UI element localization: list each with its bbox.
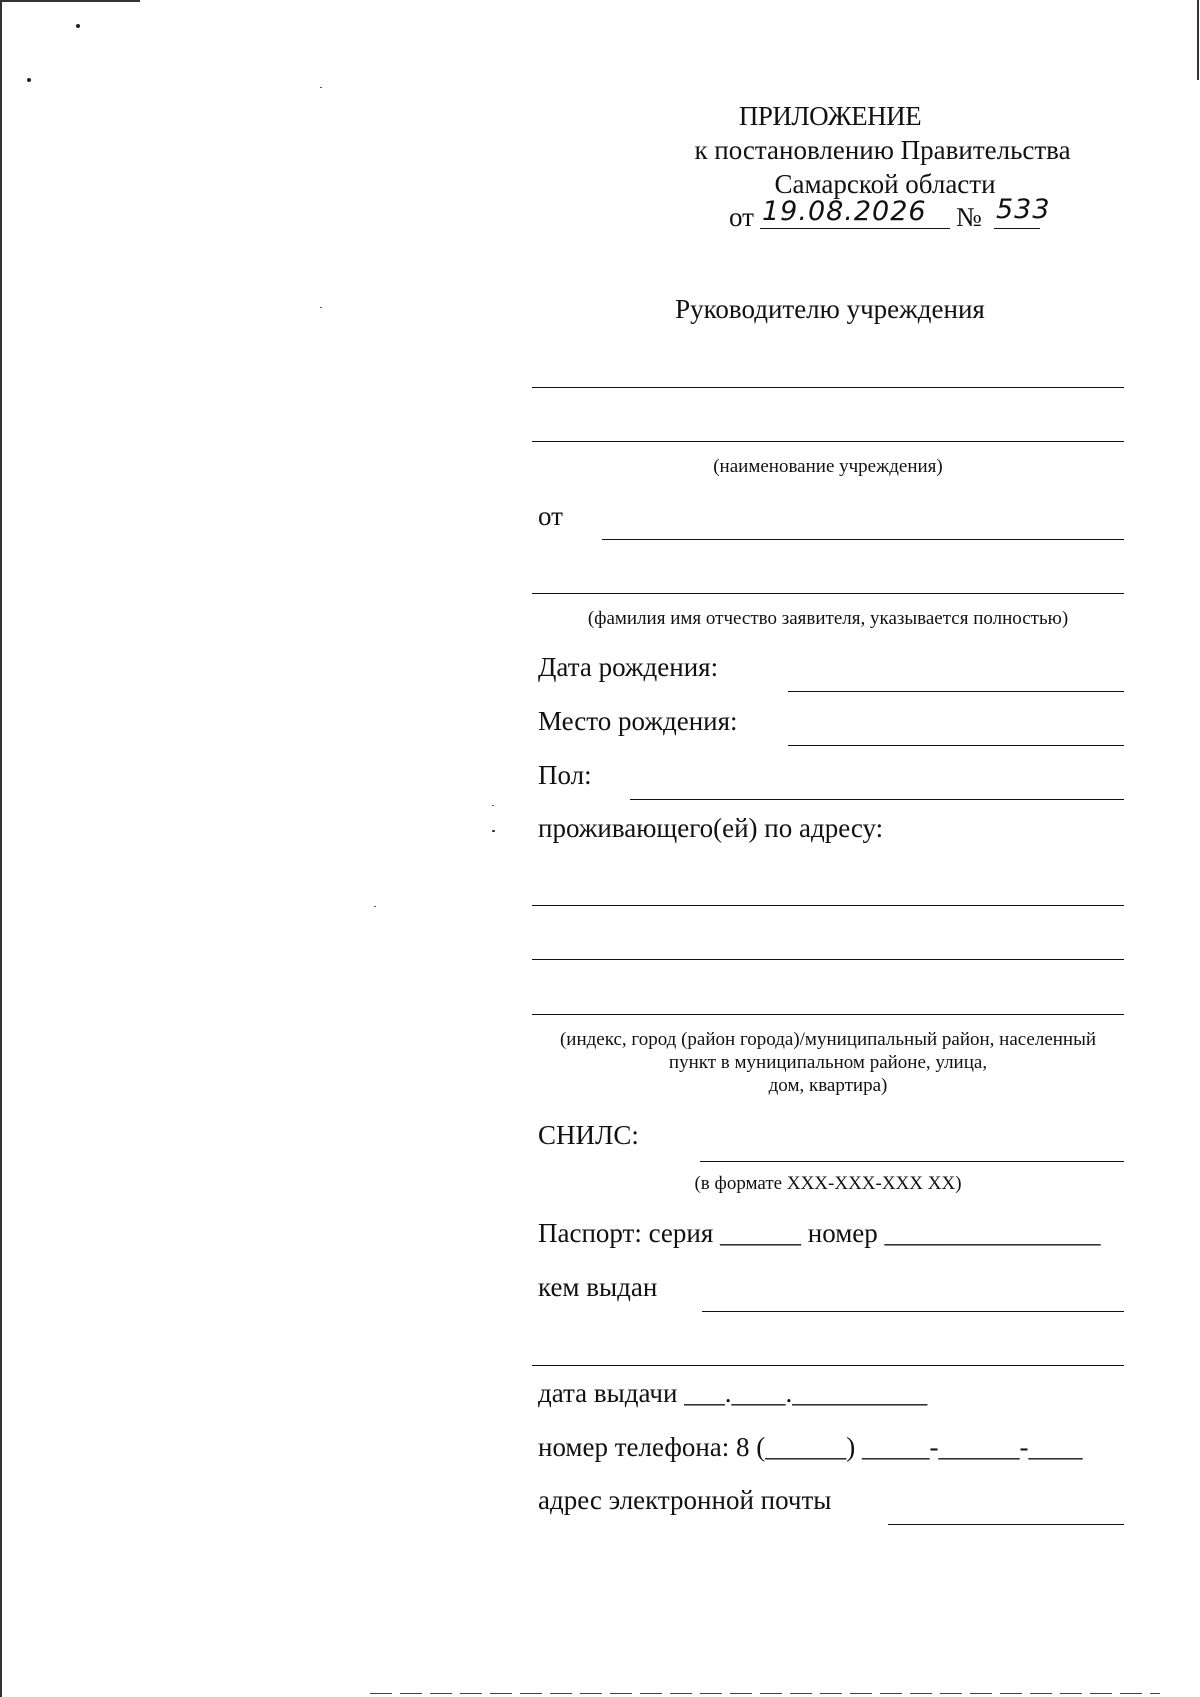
address-label: проживающего(ей) по адресу: — [538, 813, 884, 843]
address-hint-line2: пункт в муниципальном районе, улица, — [668, 1052, 988, 1073]
from-label: от — [538, 501, 563, 531]
address-hint-line3: дом, квартира) — [768, 1075, 888, 1096]
phone-line[interactable]: номер телефона: 8 (______) _____-______-____ — [538, 1432, 1083, 1462]
applicant-name-line-1[interactable] — [602, 539, 1124, 540]
birth-place-line[interactable] — [788, 745, 1124, 746]
address-line-3[interactable] — [532, 1014, 1124, 1015]
institution-hint: (наименование учреждения) — [713, 456, 943, 477]
address-line-1[interactable] — [532, 905, 1124, 906]
appendix-date-prefix: от — [729, 202, 754, 232]
institution-line-1[interactable] — [532, 387, 1124, 388]
scan-speck — [27, 78, 31, 82]
birth-date-line[interactable] — [788, 691, 1124, 692]
applicant-name-hint: (фамилия имя отчество заявителя, указывается полностью) — [587, 608, 1069, 629]
scan-speck — [320, 307, 322, 308]
scan-speck — [492, 805, 494, 806]
birth-place-label: Место рождения: — [538, 706, 738, 736]
appendix-number-handwritten: 533 — [996, 194, 1051, 225]
scan-edge-right — [1197, 0, 1199, 80]
snils-hint: (в формате XXX-XXX-XXX XX) — [694, 1173, 962, 1194]
applicant-name-line-2[interactable] — [532, 593, 1124, 594]
scan-speck — [76, 24, 80, 28]
email-label: адрес электронной почты — [538, 1485, 832, 1515]
passport-issued-by-label: кем выдан — [538, 1272, 658, 1302]
birth-date-label: Дата рождения: — [538, 652, 719, 682]
addressee-title: Руководителю учреждения — [675, 294, 985, 324]
passport-line[interactable]: Паспорт: серия ______ номер ________________ — [538, 1218, 1101, 1248]
snils-line[interactable] — [700, 1161, 1124, 1162]
address-hint-line1: (индекс, город (район города)/муниципальный район, населенный — [559, 1029, 1097, 1050]
appendix-line1: к постановлению Правительства — [694, 135, 1071, 165]
passport-issued-by-line-2[interactable] — [532, 1365, 1124, 1366]
email-line[interactable] — [888, 1524, 1124, 1525]
scan-speck — [492, 830, 495, 832]
appendix-date-handwritten: 19.08.2026 — [762, 196, 927, 227]
appendix-number-underline — [994, 228, 1040, 229]
sex-line[interactable] — [630, 799, 1124, 800]
passport-issue-date-line[interactable]: дата выдачи ___.____.__________ — [538, 1378, 928, 1408]
sex-label: Пол: — [538, 760, 592, 790]
appendix-title: ПРИЛОЖЕНИЕ — [738, 101, 922, 131]
scan-speck — [374, 906, 376, 907]
snils-label: СНИЛС: — [538, 1120, 639, 1150]
appendix-number-sign: № — [956, 202, 982, 232]
scan-bottom-dashes — [370, 1693, 1160, 1694]
scan-edge-top — [0, 0, 140, 2]
scan-speck — [320, 87, 322, 88]
scan-edge-left — [0, 0, 2, 1697]
institution-line-2[interactable] — [532, 441, 1124, 442]
appendix-line2: Самарской области — [774, 169, 996, 199]
appendix-date-underline — [760, 228, 950, 229]
address-line-2[interactable] — [532, 959, 1124, 960]
passport-issued-by-line-1[interactable] — [702, 1311, 1124, 1312]
